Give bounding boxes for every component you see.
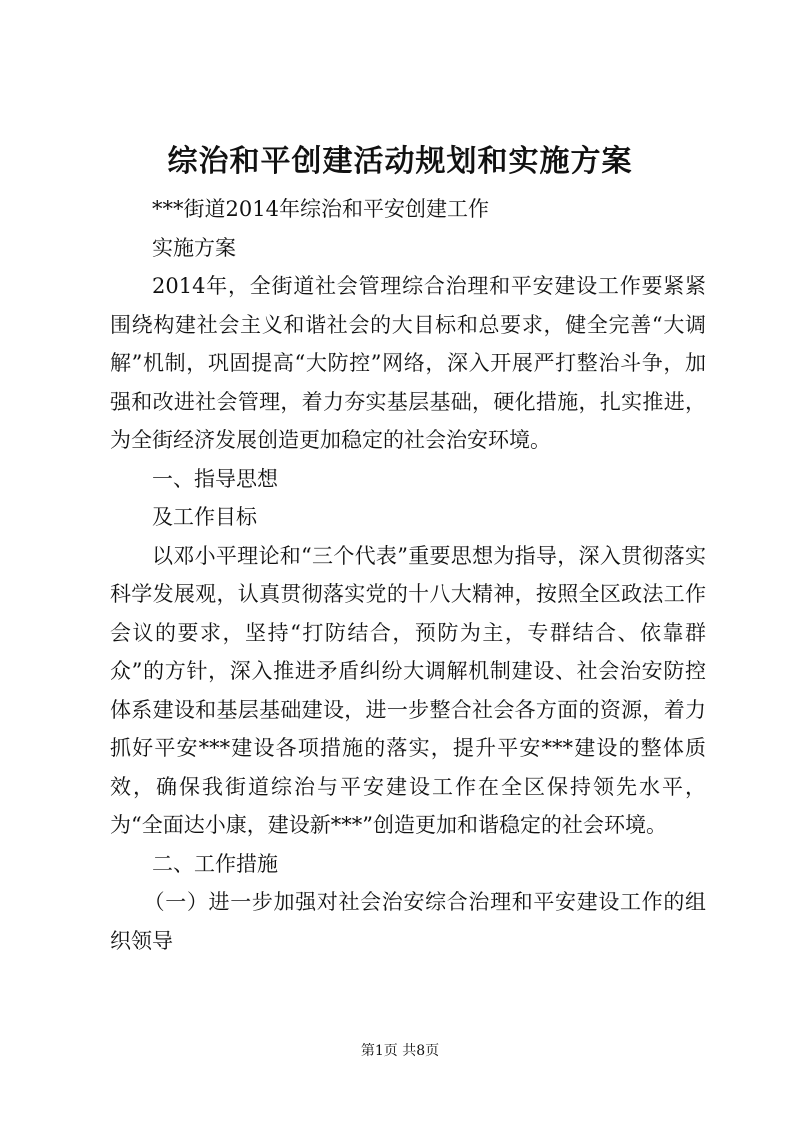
document-title: 综治和平创建活动规划和实施方案 xyxy=(167,144,633,179)
paragraph-guiding-thought: 以邓小平理论和“三个代表”重要思想为指导，深入贯彻落实科学发展观，认真贯彻落实党的十八大精神，按照全区政法工作会议的要求，坚持“打防结合，预防为主，专群结合、依靠群众”的方针，深入推进矛盾纠纷大调解机制建设、社会治安防控体系建设和基层基础建设，进一步整合社会各方面的资源，着力抓好平安***建设各项措施的落实，提升平安***建设的整体质效，确保我街道综治与平安建设工作在全区保持领先水平，为“全面达小康，建设新***”创造更加和谐稳定的社会环境。 xyxy=(110,543,706,837)
paragraph-plan-label: 实施方案 xyxy=(152,235,236,260)
paragraph-intro: 2014年，全街道社会管理综合治理和平安建设工作要紧紧围绕构建社会主义和谐社会的大目标和总要求，健全完善“大调解”机制，巩固提高“大防控”网络，深入开展严打整治斗争，加强和改进社会管理，着力夯实基层基础，硬化措施，扎实推进，为全街经济发展创造更加稳定的社会治安环境。 xyxy=(110,274,706,452)
document-body xyxy=(110,190,706,960)
subsection-heading-leadership: （一）进一步加强对社会治安综合治理和平安建设工作的组织领导 xyxy=(110,890,706,953)
section-heading-guiding-thought: 一、指导思想 xyxy=(152,466,278,491)
section-heading-measures: 二、工作措施 xyxy=(152,851,278,876)
section-heading-goals: 及工作目标 xyxy=(152,505,257,529)
page-footer: 第1页 共8页 xyxy=(360,1043,440,1059)
paragraph-heading-line: ***街道2014年综治和平安创建工作 xyxy=(152,197,489,221)
